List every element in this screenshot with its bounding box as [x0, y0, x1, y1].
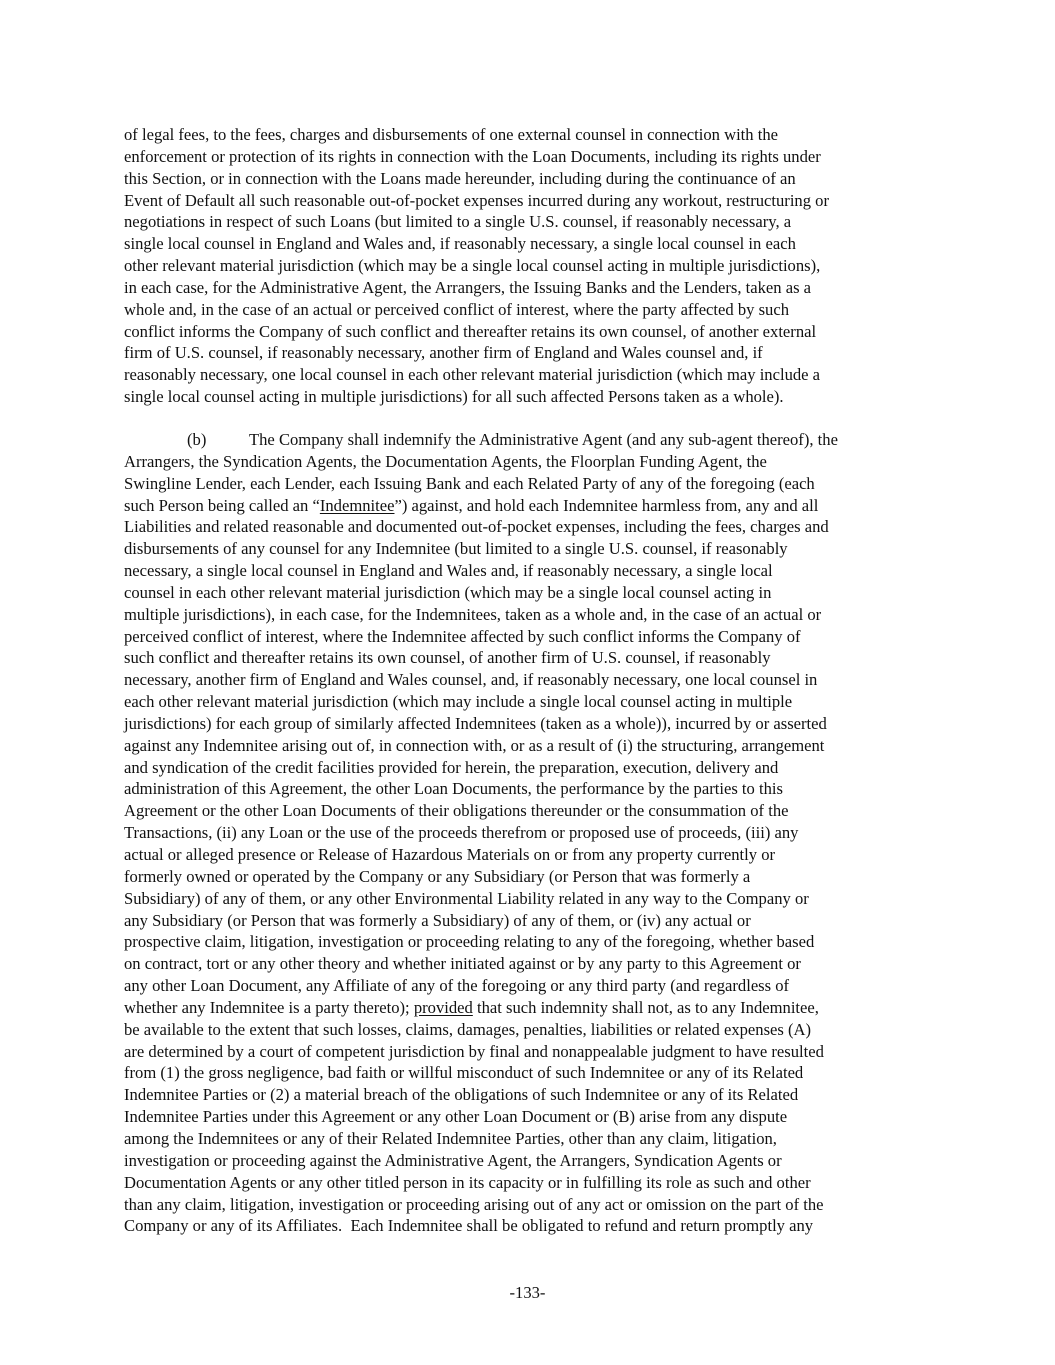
- paragraph-line: whole and, in the case of an actual or perceived conflict of interest, where the party affected by such: [124, 299, 789, 319]
- paragraph-line: any other Loan Document, any Affiliate of any of the foregoing or any third party (and regardless of: [124, 976, 790, 996]
- paragraph-line: and syndication of the credit facilities provided for herein, the preparation, execution, delivery and: [124, 757, 779, 777]
- paragraph-line: of legal fees, to the fees, charges and disbursements of one external counsel in connection with the: [124, 125, 779, 144]
- paragraph-b: [124, 429, 934, 1237]
- defined-term-indemnitee: Indemnitee: [319, 495, 395, 515]
- paragraph-line: conflict informs the Company of such conflict and thereafter retains its own counsel, of another external: [124, 321, 817, 341]
- paragraph-line: investigation or proceeding against the Administrative Agent, the Arrangers, Syndication Agents or: [124, 1150, 782, 1170]
- paragraph-line: Indemnitee Parties under this Agreement or any other Loan Document or (B) arise from any dispute: [124, 1107, 788, 1127]
- paragraph-line: any Subsidiary (or Person that was formerly a Subsidiary) of any of them, or (iv) any actual or: [124, 910, 751, 930]
- line-text-post: ”) against, and hold each Indemnitee harmless from, any and all: [394, 495, 819, 515]
- paragraph-b-first-line: [124, 429, 934, 451]
- paragraph-line: necessary, another firm of England and Wales counsel, and, if reasonably necessary, one local counsel in: [124, 670, 818, 690]
- paragraph-line: Documentation Agents or any other titled person in its capacity or in fulfilling its role as such and other: [124, 1172, 811, 1192]
- paragraph-line: counsel in each other relevant material jurisdiction (which may be a single local counsel acting in: [124, 582, 772, 602]
- paragraph-line: against any Indemnitee arising out of, in connection with, or as a result of (i) the structuring, arrangement: [124, 735, 825, 755]
- paragraph-line: Arrangers, the Syndication Agents, the Documentation Agents, the Floorplan Funding Agent, the: [124, 451, 767, 471]
- paragraph-label: (b): [187, 429, 207, 449]
- paragraph-line: reasonably necessary, one local counsel in each other relevant material jurisdiction (which may include a: [124, 365, 821, 385]
- paragraph-line: necessary, a single local counsel in England and Wales and, if reasonably necessary, a single local: [124, 561, 773, 581]
- line-text-pre: whether any Indemnitee is a party thereto);: [124, 997, 414, 1017]
- paragraph-line: negotiations in respect of such Loans (but limited to a single U.S. counsel, if reasonably necessary, a: [124, 212, 792, 232]
- paragraph-line: Transactions, (ii) any Loan or the use of the proceeds therefrom or proposed use of proceeds, (iii) any: [124, 823, 799, 843]
- paragraph-line: disbursements of any counsel for any Indemnitee (but limited to a single U.S. counsel, if reasonably: [124, 539, 788, 559]
- paragraph-line: prospective claim, litigation, investigation or proceeding relating to any of the foregoing, whether based: [124, 932, 815, 952]
- paragraph-line: The Company shall indemnify the Administrative Agent (and any sub-agent thereof), the: [249, 429, 838, 449]
- paragraph-line: enforcement or protection of its rights in connection with the Loan Documents, including its rights under: [124, 146, 821, 166]
- paragraph-line: be available to the extent that such losses, claims, damages, penalties, liabilities or related expenses (A): [124, 1019, 812, 1039]
- paragraph-line: Liabilities and related reasonable and documented out-of-pocket expenses, including the fees, charges and: [124, 517, 829, 537]
- paragraph-line: this Section, or in connection with the Loans made hereunder, including during the continuance of an: [124, 168, 796, 188]
- paragraph-spacer: [124, 408, 934, 429]
- paragraph-line: Event of Default all such reasonable out-of-pocket expenses incurred during any workout, restructuring or: [124, 190, 829, 210]
- paragraph-line: on contract, tort or any other theory and whether initiated against or by any party to this Agreement or: [124, 954, 801, 974]
- line-text-post: that such indemnity shall not, as to any Indemnitee,: [472, 997, 819, 1017]
- line-text-pre: such Person being called an “: [124, 495, 320, 515]
- paragraph-continued: [124, 124, 934, 408]
- paragraph-line: Company or any of its Affiliates. Each Indemnitee shall be obligated to refund and return promptly any: [124, 1216, 814, 1236]
- paragraph-line-indemnitee: [124, 495, 934, 517]
- paragraph-line: firm of U.S. counsel, if reasonably necessary, another firm of England and Wales counsel and, if: [124, 343, 763, 363]
- paragraph-line-provided: [124, 997, 934, 1019]
- paragraph-line: are determined by a court of competent jurisdiction by final and nonappealable judgment to have resulted: [124, 1041, 824, 1061]
- paragraph-line: Indemnitee Parties or (2) a material breach of the obligations of such Indemnitee or any of its Related: [124, 1085, 799, 1105]
- paragraph-line: jurisdictions) for each group of similarly affected Indemnitees (taken as a whole)), incurred by or asserted: [124, 713, 827, 733]
- paragraph-line: among the Indemnitees or any of their Related Indemnitee Parties, other than any claim, litigation,: [124, 1128, 777, 1148]
- paragraph-line: Agreement or the other Loan Documents of their obligations thereunder or the consummation of the: [124, 801, 789, 821]
- paragraph-line: from (1) the gross negligence, bad faith or willful misconduct of such Indemnitee or any of its Related: [124, 1063, 804, 1083]
- paragraph-line: in each case, for the Administrative Agent, the Arrangers, the Issuing Banks and the Lenders, taken as a: [124, 277, 812, 297]
- paragraph-line: Swingline Lender, each Lender, each Issuing Bank and each Related Party of any of the foregoing (each: [124, 473, 815, 493]
- document-page: [124, 124, 934, 1237]
- paragraph-line: each other relevant material jurisdiction (which may include a single local counsel acting in multiple: [124, 692, 793, 712]
- paragraph-line: such conflict and thereafter retains its own counsel, of another firm of U.S. counsel, if reasonably: [124, 648, 771, 668]
- paragraph-line: single local counsel in England and Wales and, if reasonably necessary, a single local counsel in each: [124, 234, 796, 254]
- paragraph-line: other relevant material jurisdiction (which may be a single local counsel acting in multiple jurisdictions),: [124, 256, 821, 276]
- paragraph-line: formerly owned or operated by the Company or any Subsidiary (or Person that was formerly a: [124, 866, 751, 886]
- paragraph-line: administration of this Agreement, the other Loan Documents, the performance by the parties to this: [124, 779, 783, 799]
- term-provided: provided: [413, 997, 473, 1017]
- paragraph-line: multiple jurisdictions), in each case, for the Indemnitees, taken as a whole and, in the case of an actual or: [124, 604, 822, 624]
- paragraph-line: single local counsel acting in multiple jurisdictions) for all such affected Persons taken as a whole).: [124, 387, 784, 407]
- paragraph-line: perceived conflict of interest, where the Indemnitee affected by such conflict informs the Company of: [124, 626, 801, 646]
- paragraph-line: than any claim, litigation, investigation or proceeding arising out of any act or omission on the part of the: [124, 1194, 824, 1214]
- page-number: -133-: [509, 1283, 546, 1302]
- paragraph-line: Subsidiary) of any of them, or any other Environmental Liability related in any way to the Company or: [124, 888, 809, 908]
- paragraph-line: actual or alleged presence or Release of Hazardous Materials on or from any property currently or: [124, 845, 776, 864]
